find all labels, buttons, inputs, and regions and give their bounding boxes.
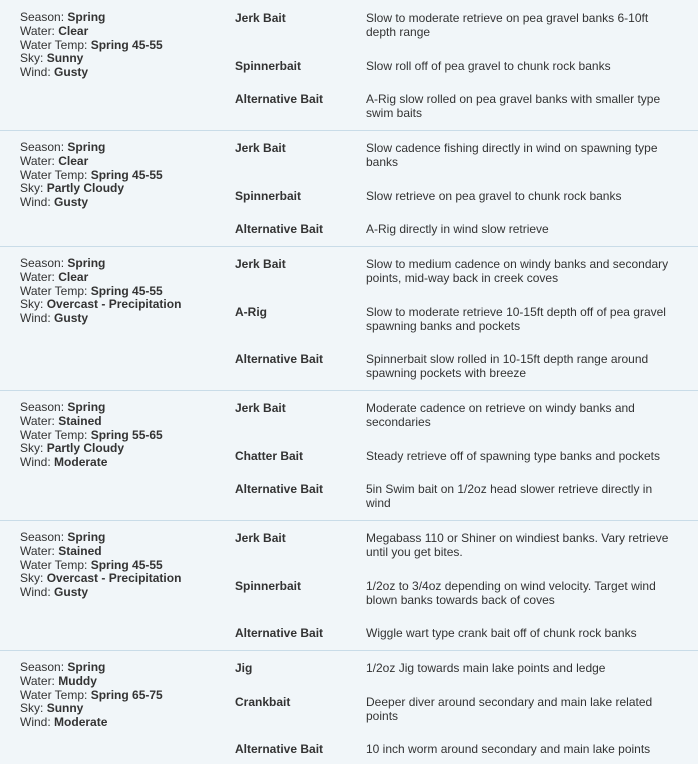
wind-line — [20, 586, 181, 600]
bait-name: Jerk Bait — [235, 257, 286, 271]
water-value: Stained — [58, 543, 102, 558]
water-label: Water: — [20, 543, 55, 558]
season-label: Season: — [20, 400, 65, 414]
sky-label: Sky: — [20, 51, 44, 66]
season-value: Spring — [67, 10, 106, 24]
water-line — [20, 271, 181, 285]
season-line — [20, 661, 163, 675]
water-temp-label: Water Temp: — [20, 557, 88, 572]
water-temp-label: Water Temp: — [20, 687, 88, 702]
sky-label: Sky: — [20, 441, 44, 456]
bait-name: Jerk Bait — [235, 141, 286, 155]
bait-description: Spinnerbait slow rolled in 10-15ft depth range around spawning pockets with breeze — [366, 352, 649, 380]
bait-name: Alternative Bait — [235, 352, 324, 366]
conditions-cell — [20, 531, 181, 600]
water-line — [20, 675, 163, 689]
sky-label: Sky: — [20, 571, 44, 586]
bait-description: Slow to moderate retrieve on pea gravel banks 6-10ft depth range — [366, 11, 649, 39]
wind-label: Wind: — [20, 455, 51, 470]
sky-line — [20, 572, 181, 586]
bait-name: Spinnerbait — [235, 59, 302, 73]
water-temp-value: Spring 45-55 — [90, 37, 163, 52]
sky-line — [20, 442, 163, 456]
water-value: Clear — [58, 23, 89, 38]
wind-value: Moderate — [54, 715, 108, 730]
water-temp-label: Water Temp: — [20, 283, 88, 298]
season-line — [20, 257, 181, 271]
bait-description: 10 inch worm around secondary and main lake points — [366, 742, 651, 756]
bait-name: Alternative Bait — [235, 742, 324, 756]
season-value: Spring — [67, 660, 106, 674]
wind-label: Wind: — [20, 65, 51, 80]
water-value: Clear — [58, 269, 89, 284]
water-temp-line — [20, 169, 163, 183]
conditions-cell — [20, 141, 163, 210]
season-label: Season: — [20, 256, 65, 270]
wind-value: Moderate — [54, 455, 108, 470]
wind-label: Wind: — [20, 195, 51, 210]
sky-line — [20, 702, 163, 716]
table-row — [0, 651, 698, 764]
bait-description: Slow to moderate retrieve 10-15ft depth off of pea gravel spawning banks and pockets — [366, 305, 666, 333]
water-line — [20, 545, 181, 559]
season-label: Season: — [20, 660, 65, 674]
table-row — [0, 0, 698, 131]
wind-label: Wind: — [20, 585, 51, 600]
bait-description: Slow roll off of pea gravel to chunk rock banks — [366, 59, 611, 73]
bait-description: A-Rig slow rolled on pea gravel banks with smaller type swim baits — [366, 92, 661, 120]
table-row — [0, 131, 698, 247]
wind-line — [20, 312, 181, 326]
conditions-cell — [20, 401, 163, 470]
bait-name: Alternative Bait — [235, 626, 324, 640]
water-temp-label: Water Temp: — [20, 37, 88, 52]
season-label: Season: — [20, 10, 65, 24]
season-value: Spring — [67, 530, 106, 544]
bait-name: A-Rig — [235, 305, 267, 319]
water-line — [20, 415, 163, 429]
wind-label: Wind: — [20, 715, 51, 730]
water-value: Stained — [58, 413, 102, 428]
wind-label: Wind: — [20, 311, 51, 326]
sky-line — [20, 52, 163, 66]
bait-name: Chatter Bait — [235, 449, 304, 463]
wind-value: Gusty — [54, 195, 89, 210]
wind-value: Gusty — [54, 65, 89, 80]
table-row — [0, 247, 698, 391]
bait-name: Alternative Bait — [235, 92, 324, 106]
sky-value: Partly Cloudy — [46, 441, 125, 456]
bait-description: 5in Swim bait on 1/2oz head slower retrieve directly in wind — [366, 482, 653, 510]
bait-name: Alternative Bait — [235, 482, 324, 496]
water-temp-value: Spring 55-65 — [90, 427, 163, 442]
season-line — [20, 11, 163, 25]
bait-name: Jerk Bait — [235, 531, 286, 545]
season-label: Season: — [20, 140, 65, 154]
sky-value: Sunny — [46, 701, 84, 716]
bait-description: Steady retrieve off of spawning type banks and pockets — [366, 449, 660, 463]
wind-line — [20, 716, 163, 730]
sky-value: Partly Cloudy — [46, 181, 125, 196]
water-label: Water: — [20, 269, 55, 284]
bait-description: 1/2oz Jig towards main lake points and ledge — [366, 661, 606, 675]
wind-line — [20, 66, 163, 80]
water-temp-value: Spring 45-55 — [90, 557, 163, 572]
bait-name: Alternative Bait — [235, 222, 324, 236]
sky-value: Sunny — [46, 51, 84, 66]
bait-description: Megabass 110 or Shiner on windiest banks. Vary retrieve until you get bites. — [366, 531, 669, 559]
water-temp-value: Spring 65-75 — [90, 687, 163, 702]
bait-name: Spinnerbait — [235, 579, 302, 593]
sky-label: Sky: — [20, 181, 44, 196]
water-line — [20, 155, 163, 169]
bait-description: Slow to medium cadence on windy banks and secondary points, mid-way back in creek coves — [366, 257, 669, 285]
table-row — [0, 391, 698, 521]
conditions-cell — [20, 661, 163, 730]
water-value: Muddy — [58, 673, 97, 688]
bait-description: Deeper diver around secondary and main lake related points — [366, 695, 653, 723]
wind-line — [20, 196, 163, 210]
bait-name: Jerk Bait — [235, 401, 286, 415]
bait-description: 1/2oz to 3/4oz depending on wind velocity. Target wind blown banks towards back of coves — [366, 579, 656, 607]
wind-value: Gusty — [54, 311, 89, 326]
water-temp-line — [20, 39, 163, 53]
water-value: Clear — [58, 153, 89, 168]
water-label: Water: — [20, 153, 55, 168]
season-line — [20, 531, 181, 545]
season-value: Spring — [67, 400, 106, 414]
sky-label: Sky: — [20, 701, 44, 716]
water-line — [20, 25, 163, 39]
water-temp-line — [20, 429, 163, 443]
bait-name: Jerk Bait — [235, 11, 286, 25]
water-temp-value: Spring 45-55 — [90, 283, 163, 298]
sky-label: Sky: — [20, 297, 44, 312]
sky-line — [20, 182, 163, 196]
bait-name: Spinnerbait — [235, 189, 302, 203]
wind-line — [20, 456, 163, 470]
table-row — [0, 521, 698, 651]
water-label: Water: — [20, 413, 55, 428]
bait-description: Moderate cadence on retrieve on windy banks and secondaries — [366, 401, 635, 429]
water-temp-line — [20, 285, 181, 299]
bait-description: Slow cadence fishing directly in wind on spawning type banks — [366, 141, 658, 169]
water-temp-value: Spring 45-55 — [90, 167, 163, 182]
season-value: Spring — [67, 256, 106, 270]
season-line — [20, 141, 163, 155]
bait-description: A-Rig directly in wind slow retrieve — [366, 222, 549, 236]
water-label: Water: — [20, 23, 55, 38]
sky-value: Overcast - Precipitation — [46, 571, 182, 586]
water-temp-line — [20, 559, 181, 573]
bait-name: Crankbait — [235, 695, 291, 709]
conditions-cell — [20, 11, 163, 80]
bait-description: Wiggle wart type crank bait off of chunk rock banks — [366, 626, 637, 640]
sky-value: Overcast - Precipitation — [46, 297, 182, 312]
season-label: Season: — [20, 530, 65, 544]
water-label: Water: — [20, 673, 55, 688]
sky-line — [20, 298, 181, 312]
water-temp-line — [20, 689, 163, 703]
season-value: Spring — [67, 140, 106, 154]
bait-description: Slow retrieve on pea gravel to chunk rock banks — [366, 189, 622, 203]
wind-value: Gusty — [54, 585, 89, 600]
season-line — [20, 401, 163, 415]
water-temp-label: Water Temp: — [20, 167, 88, 182]
water-temp-label: Water Temp: — [20, 427, 88, 442]
conditions-cell — [20, 257, 181, 326]
bait-name: Jig — [235, 661, 253, 675]
